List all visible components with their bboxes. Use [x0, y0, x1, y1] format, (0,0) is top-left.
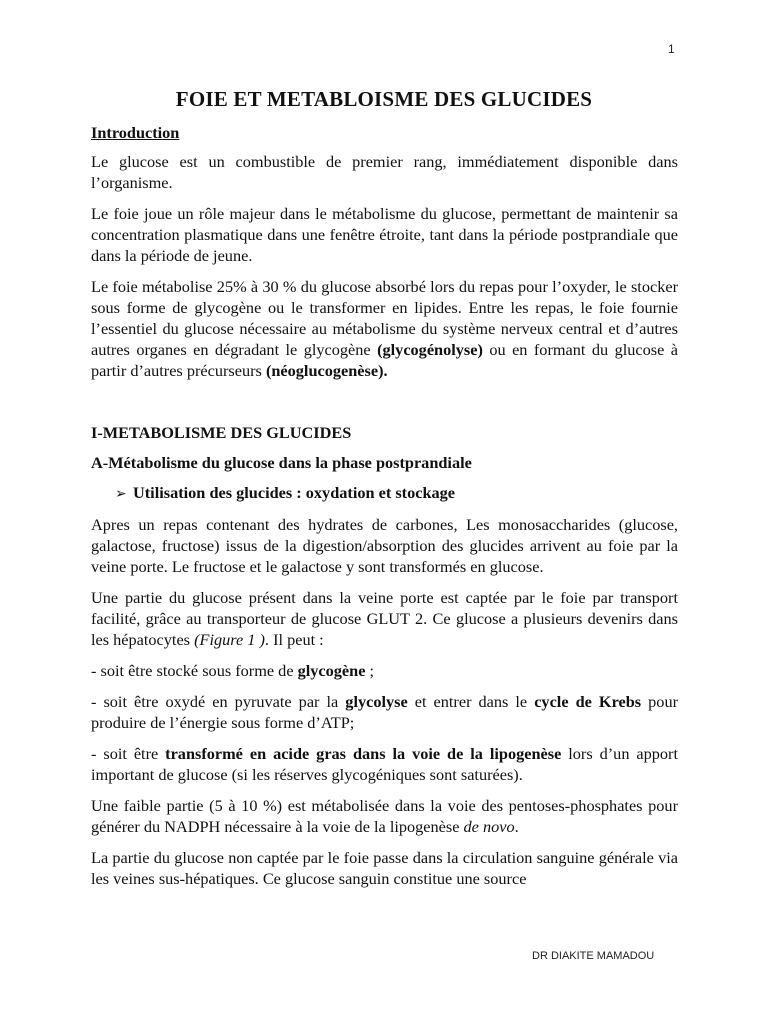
item2-text-e: pour produire de l’énergie sous forme d’ATP;: [91, 692, 679, 732]
p5-figure-ref: (Figure 1 ): [194, 630, 265, 649]
paragraph-3: [91, 276, 678, 381]
list-item-3: [91, 743, 678, 785]
page-number: 1: [668, 42, 675, 56]
paragraph-4: Apres un repas contenant des hydrates de carbones, Les monosaccharides (glucose, galactose, fructose) issus de la digestion/absorption des glucides arrivent au foie par la veine porte. Le fructose et le galactose y sont transformés en glucose.: [91, 515, 678, 576]
document-body: [91, 122, 678, 899]
item2-text-a: - soit être oxydé en pyruvate par la: [91, 692, 346, 711]
subsection-heading: A-Métabolisme du glucose dans la phase postprandiale: [91, 453, 472, 472]
document-title: FOIE ET METABLOISME DES GLUCIDES: [175, 87, 593, 111]
p6-text-a: Une faible partie (5 à 10 %) est métabolisée dans la voie des pentoses-phosphates pour générer du NADPH nécessaire à la voie de la lipogenèse: [91, 796, 678, 836]
p6-de-novo: de novo: [463, 817, 515, 836]
paragraph-5: [91, 587, 678, 650]
section-heading: I-METABOLISME DES GLUCIDES: [91, 423, 352, 442]
item3-text-c: lors d’un apport important de glucose (si les réserves glycogéniques sont saturées).: [91, 744, 678, 784]
footer-author: DR DIAKITE MAMADOU: [532, 950, 655, 962]
intro-heading: Introduction: [91, 123, 180, 142]
arrow-bullet-icon: ➢: [115, 486, 127, 502]
item1-text-a: - soit être stocké sous forme de: [91, 661, 298, 680]
p3-text-a: Le foie métabolise 25% à 30 % du glucose absorbé lors du repas pour l’oxyder, le stocker sous forme de glycogène ou le transformer en lipides. Entre les repas, le foie fournie l’essentiel du glucose nécessaire au métabolisme du système nerveux central et d’autres autres organes en dégradant le glycogène: [91, 277, 678, 359]
item2-text-c: et entrer dans le: [407, 692, 535, 711]
list-item-1: [91, 660, 678, 681]
p5-text-a: Une partie du glucose présent dans la veine porte est captée par le foie par transport facilité, grâce au transporteur de glucose GLUT 2. Ce glucose a plusieurs devenirs dans les hépatocytes: [91, 588, 678, 649]
p3-term-glycogenolyse: (glycogénolyse): [377, 340, 483, 359]
paragraph-6: [91, 795, 678, 837]
list-item-2: [91, 691, 678, 733]
item3-term: transformé en acide gras dans la voie de la lipogenèse: [165, 744, 562, 763]
item2-term-krebs: cycle de Krebs: [534, 692, 642, 711]
item1-term: glycogène: [297, 661, 366, 680]
paragraph-2: Le foie joue un rôle majeur dans le métabolisme du glucose, permettant de maintenir sa concentration plasmatique dans une fenêtre étroite, tant dans la période postprandiale que dans la période de jeune.: [91, 204, 678, 265]
bullet-heading-text: Utilisation des glucides : oxydation et stockage: [133, 483, 456, 502]
paragraph-7: La partie du glucose non captée par le foie passe dans la circulation sanguine générale via les veines sus-hépatiques. Ce glucose sanguin constitue une source: [91, 848, 678, 888]
item2-term-glycolyse: glycolyse: [345, 692, 408, 711]
item1-text-c: ;: [365, 661, 375, 680]
p3-term-neoglucogenese: (néoglucogenèse).: [265, 361, 388, 380]
paragraph-1: Le glucose est un combustible de premier rang, immédiatement disponible dans l’organisme.: [91, 152, 678, 192]
p5-text-c: . Il peut :: [264, 630, 324, 649]
bullet-heading: [115, 482, 678, 505]
p6-text-c: .: [514, 817, 519, 836]
item3-text-a: - soit être: [91, 744, 166, 763]
p3-text-c: ou en formant du glucose à partir d’autres précurseurs: [91, 340, 678, 380]
